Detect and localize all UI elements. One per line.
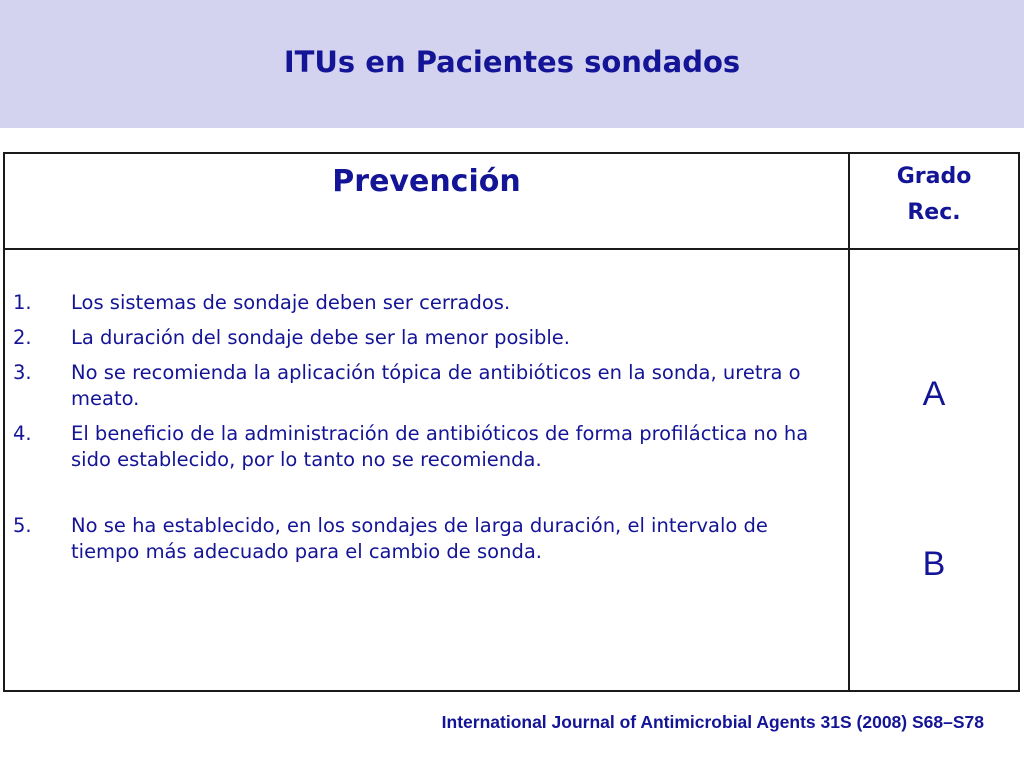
header-grado — [849, 153, 1019, 249]
recommendations-table — [3, 152, 1020, 692]
list-item-number: 3. — [13, 361, 32, 384]
citation: International Journal of Antimicrobial Agents 31S (2008) S68–S78 — [441, 712, 984, 732]
recommendations-list — [5, 290, 848, 565]
list-item-number: 5. — [13, 514, 32, 537]
list-item-number: 2. — [13, 326, 32, 349]
list-item-text: No se ha establecido, en los sondajes de larga duración, el intervalo de tiempo más adecuado para el cambio de sonda. — [71, 514, 768, 563]
list-item — [5, 421, 848, 473]
grade-a: A — [922, 375, 946, 413]
list-item-text: No se recomienda la aplicación tópica de antibióticos en la sonda, uretra o meato. — [71, 361, 801, 410]
header-prevencion-label: Prevención — [332, 164, 521, 199]
list-item — [5, 513, 848, 565]
list-item-text: La duración del sondaje debe ser la menor posible. — [71, 326, 570, 349]
table-header-row — [4, 153, 1019, 249]
list-item — [5, 360, 848, 412]
table-body-row — [4, 249, 1019, 691]
grades-cell — [849, 249, 1019, 691]
list-item-text: Los sistemas de sondaje deben ser cerrados. — [71, 291, 511, 314]
list-item-number: 1. — [13, 291, 32, 314]
list-item — [5, 290, 848, 316]
list-item — [5, 325, 848, 351]
grade-b: B — [922, 545, 946, 583]
header-grado-line2: Rec. — [907, 200, 961, 225]
header-grado-line1: Grado — [896, 164, 972, 189]
list-item-text: El beneficio de la administración de antibióticos de forma profiláctica no ha sido establecido, por lo tanto no se recomienda. — [71, 422, 809, 471]
grades-column — [850, 250, 1018, 690]
slide-title: ITUs en Pacientes sondados — [283, 45, 741, 79]
recommendations-cell — [4, 249, 849, 691]
header-prevencion — [4, 153, 849, 249]
list-item-number: 4. — [13, 422, 32, 445]
